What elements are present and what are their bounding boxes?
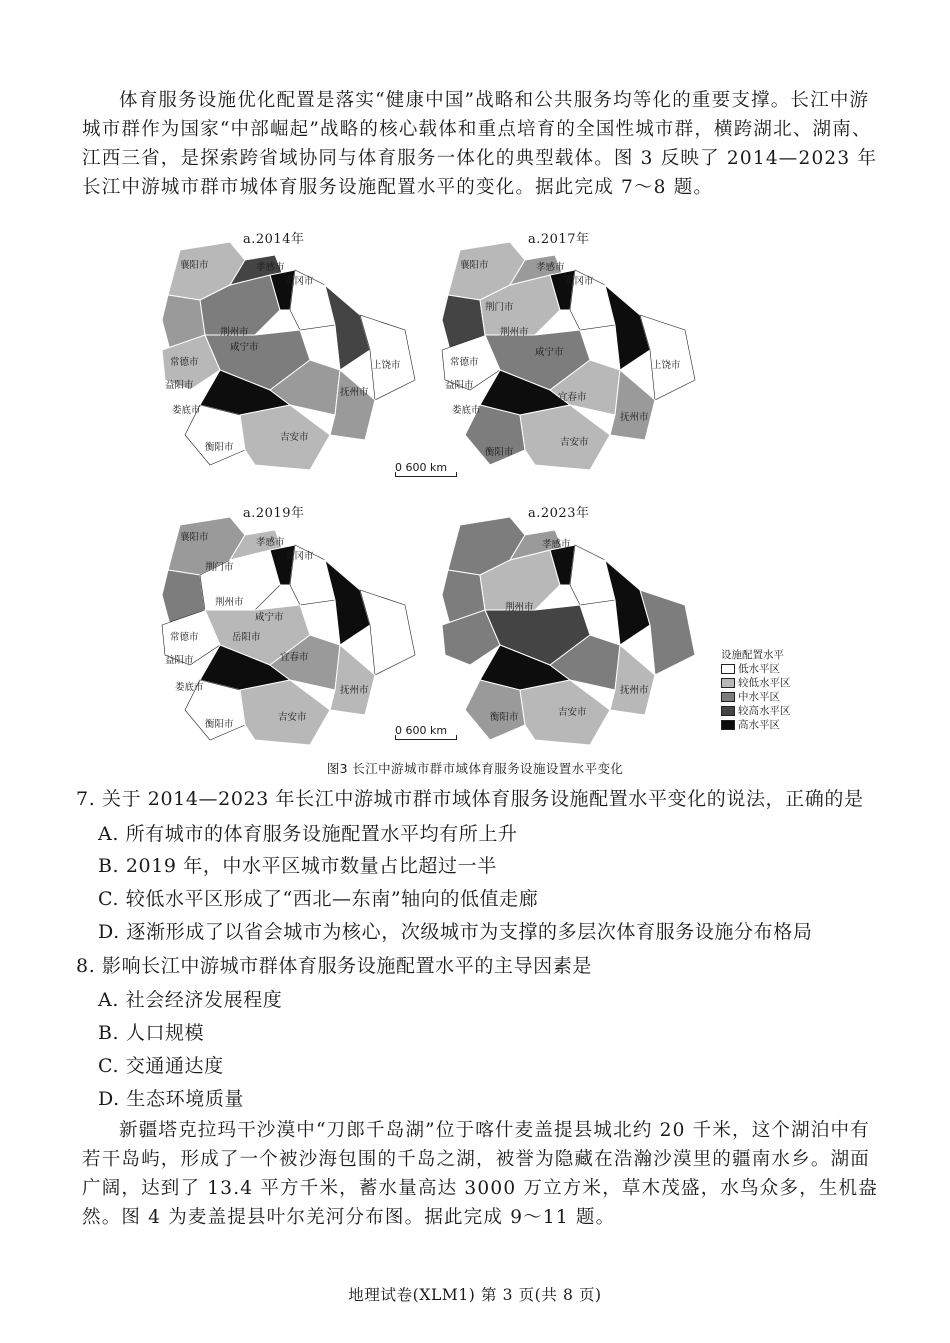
city-label: 孝感市: [536, 262, 565, 273]
map-2019-scale: 0 600 km: [395, 724, 447, 737]
city-label: 襄阳市: [180, 260, 209, 271]
city-label: 吉安市: [560, 437, 589, 448]
city-label: 益阳市: [165, 380, 194, 391]
legend-item: 较高水平区: [721, 704, 791, 718]
map-2019-title: a.2019年: [243, 506, 305, 521]
city-label: 抚州市: [620, 685, 649, 696]
city-label: 吉安市: [278, 712, 307, 723]
legend-swatch: [721, 706, 735, 716]
city-label: 娄底市: [175, 682, 204, 693]
intro-paragraph: 体育服务设施优化配置是落实“健康中国”战略和公共服务均等化的重要支撑。长江中游城市群作为国家“中部崛起”战略的核心载体和重点培育的全国性城市群，横跨湖北、湖南、江西三省，是探索跨省域协同与体育服务一体化的典型载体。图 3 反映了 2014—2023 年长江中游城市群市城体育服务设施配置水平的变化。据此完成 7～8 题。: [82, 90, 878, 198]
legend-item: 中水平区: [721, 690, 791, 704]
city-label: 抚州市: [340, 387, 369, 398]
city-label: 益阳市: [445, 380, 474, 391]
question-7-option-a: A. 所有城市的体育服务设施配置水平均有所上升: [98, 823, 518, 845]
city-label: 常德市: [450, 357, 479, 368]
figure-caption: 图3 长江中游城市群市域体育服务设施设置水平变化: [326, 761, 624, 776]
question-8-option-c: C. 交通通达度: [98, 1055, 224, 1077]
legend-item: 低水平区: [721, 662, 791, 676]
question-7-option-c: C. 较低水平区形成了“西北—东南”轴向的低值走廊: [98, 888, 539, 910]
question-7-stem: 7. 关于 2014—2023 年长江中游城市群市域体育服务设施配置水平变化的说法，正确的是: [76, 788, 864, 810]
map-2014: [160, 240, 420, 475]
legend-swatch: [721, 692, 735, 702]
city-label: 衡阳市: [205, 719, 234, 730]
city-label: 荆门市: [205, 562, 234, 573]
city-label: 黄冈市: [285, 276, 314, 287]
legend-item: 高水平区: [721, 718, 791, 732]
map-2019: [160, 515, 420, 750]
city-label: 荆州市: [220, 327, 249, 338]
city-label: 咸宁市: [255, 612, 284, 623]
city-label: 上饶市: [372, 360, 401, 371]
city-label: 襄阳市: [180, 532, 209, 543]
city-label: 娄底市: [172, 405, 201, 416]
city-label: 益阳市: [165, 655, 194, 666]
city-label: 孝感市: [256, 537, 285, 548]
map-2017-title: a.2017年: [528, 232, 590, 247]
city-label: 宜春市: [280, 652, 309, 663]
second-paragraph: 新疆塔克拉玛干沙漠中“刀郎千岛湖”位于喀什麦盖提县城北约 20 千米，这个湖泊中有若干岛屿，形成了一个被沙海包围的千岛之湖，被誉为隐藏在浩瀚沙漠里的疆南水乡。湖面广阔，达到了 13.4 平方千米，蓄水量高达 3000 万立方米，草木茂盛，水鸟众多，生机盎然。图 4 为麦盖提县叶尔羌河分布图。据此完成 9～11 题。: [82, 1120, 878, 1228]
city-label: 孝感市: [542, 539, 571, 550]
map-2014-scale: 0 600 km: [395, 461, 447, 474]
city-label: 黄冈市: [565, 276, 594, 287]
legend-item: 较低水平区: [721, 676, 791, 690]
map-2017: [440, 240, 700, 475]
city-label: 娄底市: [452, 405, 481, 416]
city-label: 衡阳市: [490, 712, 519, 723]
city-label: 抚州市: [620, 412, 649, 423]
question-8-stem: 8. 影响长江中游城市群体育服务设施配置水平的主导因素是: [76, 955, 592, 977]
city-label: 常德市: [170, 632, 199, 643]
city-label: 吉安市: [558, 707, 587, 718]
city-label: 吉安市: [280, 432, 309, 443]
city-label: 岳阳市: [232, 632, 261, 643]
question-7-option-d: D. 逐渐形成了以省会城市为核心，次级城市为支撑的多层次体育服务设施分布格局: [98, 921, 813, 943]
question-7-option-b: B. 2019 年，中水平区城市数量占比超过一半: [98, 855, 497, 877]
city-label: 咸宁市: [535, 347, 564, 358]
city-label: 常德市: [170, 357, 199, 368]
city-label: 咸宁市: [230, 342, 259, 353]
legend-swatch: [721, 664, 735, 674]
legend-title: 设施配置水平: [721, 649, 784, 661]
question-8-option-a: A. 社会经济发展程度: [98, 989, 283, 1011]
city-label: 孝感市: [256, 262, 285, 273]
city-label: 衡阳市: [485, 447, 514, 458]
city-label: 宜春市: [558, 392, 587, 403]
question-8-option-d: D. 生态环境质量: [98, 1088, 245, 1110]
map-2014-title: a.2014年: [243, 232, 305, 247]
city-label: 上饶市: [652, 360, 681, 371]
question-8-option-b: B. 人口规模: [98, 1022, 205, 1044]
city-label: 襄阳市: [460, 260, 489, 271]
city-label: 黄冈市: [285, 551, 314, 562]
city-label: 荆州市: [500, 327, 529, 338]
map-2023-title: a.2023年: [528, 506, 590, 521]
city-label: 荆州市: [505, 602, 534, 613]
legend-swatch: [721, 678, 735, 688]
map-legend: [721, 648, 791, 732]
legend-swatch: [721, 720, 735, 730]
map-2023: [440, 515, 700, 750]
city-label: 荆州市: [215, 597, 244, 608]
city-label: 抚州市: [340, 685, 369, 696]
page-footer: 地理试卷(XLM1) 第 3 页(共 8 页): [348, 1286, 602, 1304]
city-label: 衡阳市: [205, 442, 234, 453]
city-label: 荆门市: [485, 302, 514, 313]
